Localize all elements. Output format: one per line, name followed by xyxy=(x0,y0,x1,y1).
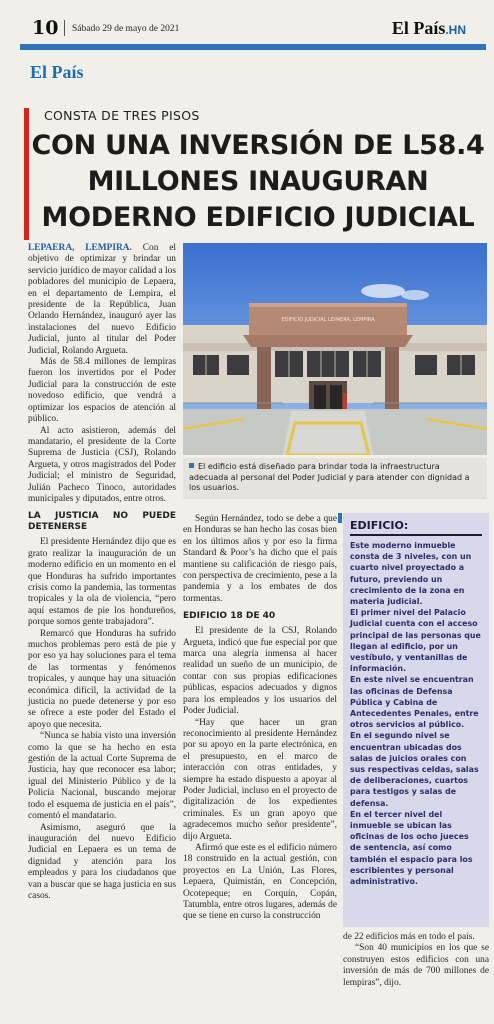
headline-accent-bar xyxy=(24,108,29,240)
sidebar-heading: EDIFICIO: xyxy=(350,519,482,536)
sidebar-paragraph: En el segundo nivel se encuentran ubicadas dos salas de juicios orales con sus respectivas celdas, salas de deliberaciones, cuartos para testigos y salas de defensa. xyxy=(350,731,479,808)
sidebar-box xyxy=(343,513,489,927)
subheading: LA JUSTICIA NO PUEDE DETENERSE xyxy=(28,511,176,533)
paragraph: El presidente Hernández dijo que es grato realizar la inauguración de un moderno edificio en un momento en el que Honduras ha sufrido importantes crisis como la pandemia, las tormentas tropicales y la ola de violencia, “pero aquí estamos de pie los hondureños, porque somos gente trabajadora”. xyxy=(28,537,176,628)
masthead-name: El País xyxy=(391,18,446,38)
sidebar-body xyxy=(350,540,482,887)
caption-text: El edificio está diseñado para brindar toda la infraestructura adecuada al personal del Poder Judicial y para atender con dignidad a los usuarios. xyxy=(189,462,470,492)
sidebar-paragraph: En el tercer nivel del inmueble se ubican las oficinas de los ocho jueces de sentencia, así como también el espacio para los escribientes y personal administrativo. xyxy=(350,809,473,887)
paragraph: Según Hernández, todo se debe a que en Honduras se han hecho las cosas bien en los últimos años y por eso la firma Standard & Poor’s ha dicho que el país mantiene su calificación de riesgo país, con perspectiva de crecimiento, pese a la pandemia y a los embates de dos tormentas. xyxy=(183,514,337,604)
paragraph: Remarcó que Honduras ha sufrido muchos problemas pero está de pie y por eso ya hay soluciones para el tema de las tormentas y fenómenos tropicales, y aunque hay una situación económica difícil, la actividad de la justicia no puede detenerse y por eso se ofrece a este poder del Estado el apoyo que necesita. xyxy=(28,628,176,730)
sidebar-paragraph: El primer nivel del Palacio Judicial cuenta con el acceso principal de las personas que llegan al edificio, por un vestíbulo, y ventanillas de información. xyxy=(350,608,481,674)
sidebar-marker xyxy=(338,513,342,523)
page-number: 10 xyxy=(32,17,59,39)
paragraph: Asimismo, aseguró que la inauguración del nuevo Edificio Judicial en Lepaera es un tema de dignidad y atención para los empleados y para los ciudadanos que van a buscar que se haga justicia en sus casos. xyxy=(28,822,176,901)
building-sign: EDIFICIO JUDICIAL LEPAERA, LEMPIRA xyxy=(281,317,375,323)
paragraph: Con el objetivo de optimizar y brindar un servicio jurídico de mayor calidad a los pobladores del municipio de Lepaera, en el departamento de Lempira, el presidente de la República, Juan Orlando Hernández, inauguró ayer las instalaciones del nuevo Edificio Judicial, junto al titular del Poder Judicial, Rolando Argueta. xyxy=(28,243,176,356)
paragraph: El presidente de la CSJ, Rolando Argueta, indicó que fue especial por que marca una alegría inmensa al hacer realidad un sueño de un municipio, de contar con sus propias edificaciones públicas, espacios adecuados y dignos para los empleados y los usuarios del Poder Judicial. xyxy=(183,626,337,717)
masthead xyxy=(392,18,466,39)
paragraph: Al acto asistieron, además del mandatario, el presidente de la Corte Suprema de Justicia (CSJ), Rolando Argueta, y otros magistrados del Poder Judicial; el ministro de Seguridad, Julián Pacheco Tinoco, autoridades municipales y diputados, entre otros. xyxy=(28,425,176,504)
building-illustration xyxy=(183,243,487,455)
sidebar-paragraph: En este nivel se encuentran las oficinas de Defensa Pública y Cabina de Antecedentes Penales, entre otros servicios al público. xyxy=(350,675,479,730)
photo-caption xyxy=(183,458,487,499)
paragraph: Afirmó que este es el edificio número 18 construido en la actual gestión, con proyectos en La Unión, Las Flores, Lepaera, Quimistán, en Concepción, Ocotepeque; en Corquín, Copán, Tatumbla, entre otros lugares, además de que se tiene en curso la construcción xyxy=(183,842,337,922)
header-rule xyxy=(20,44,486,50)
section-label: El País xyxy=(30,62,84,82)
article-column-2 xyxy=(183,514,337,923)
building-photo xyxy=(183,243,487,455)
header-divider xyxy=(64,20,65,36)
caption-bullet xyxy=(189,463,194,468)
paragraph: de 22 edificios más en todo el país. xyxy=(343,932,475,942)
paragraph: “Son 40 municipios en los que se construyen estos edificios con una inversión de más de 700 millones de lempiras”, dijo. xyxy=(343,943,489,988)
paragraph: “Nunca se había visto una inversión como la que se ha hecho en esta gestión de la actual Corte Suprema de Justicia, hay que reconocer esa labor; igual del Ministerio Público y de la Policía Nacional, buscando mejorar todo el esquema de justicia en el país”, comentó el mandatario. xyxy=(28,731,176,822)
lead-paragraph xyxy=(28,243,176,357)
issue-date: Sábado 29 de mayo de 2021 xyxy=(72,24,180,34)
sidebar-paragraph: Este moderno inmueble consta de 3 niveles, con un cuarto nivel proyectado a futuro, previendo un crecimiento de la zona en materia judicial. xyxy=(350,541,472,607)
kicker: CONSTA DE TRES PISOS xyxy=(44,108,200,123)
article-column-1 xyxy=(28,243,176,902)
headline: CON UNA INVERSIÓN DE L58.4 MILLONES INAUGURAN MODERNO EDIFICIO JUDICIAL xyxy=(31,130,485,233)
dateline: LEPAERA, LEMPIRA. xyxy=(28,243,132,253)
page-header xyxy=(22,16,480,42)
paragraph: “Hay que hacer un gran reconocimiento al presidente Hernández por su apoyo en la parte electrónica, en el presupuesto, en el marco de interacción con otras entidades, y siempre ha estado dispuesto a apoyar al Poder Judicial, incluso en el proyecto de digitalización de los expedientes criminales. Es un gran apoyo que agradecemos mucho señor presidente”, dijo Argueta. xyxy=(183,717,337,842)
masthead-suffix: .HN xyxy=(445,23,466,37)
subheading: EDIFICIO 18 DE 40 xyxy=(183,611,276,622)
article-column-3 xyxy=(343,932,489,989)
paragraph: Más de 58.4 millones de lempiras fueron los invertidos por el Poder Judicial para la construcción de este novedoso edificio, que vendrá a optimizar los espacios de atención al público. xyxy=(28,357,176,425)
